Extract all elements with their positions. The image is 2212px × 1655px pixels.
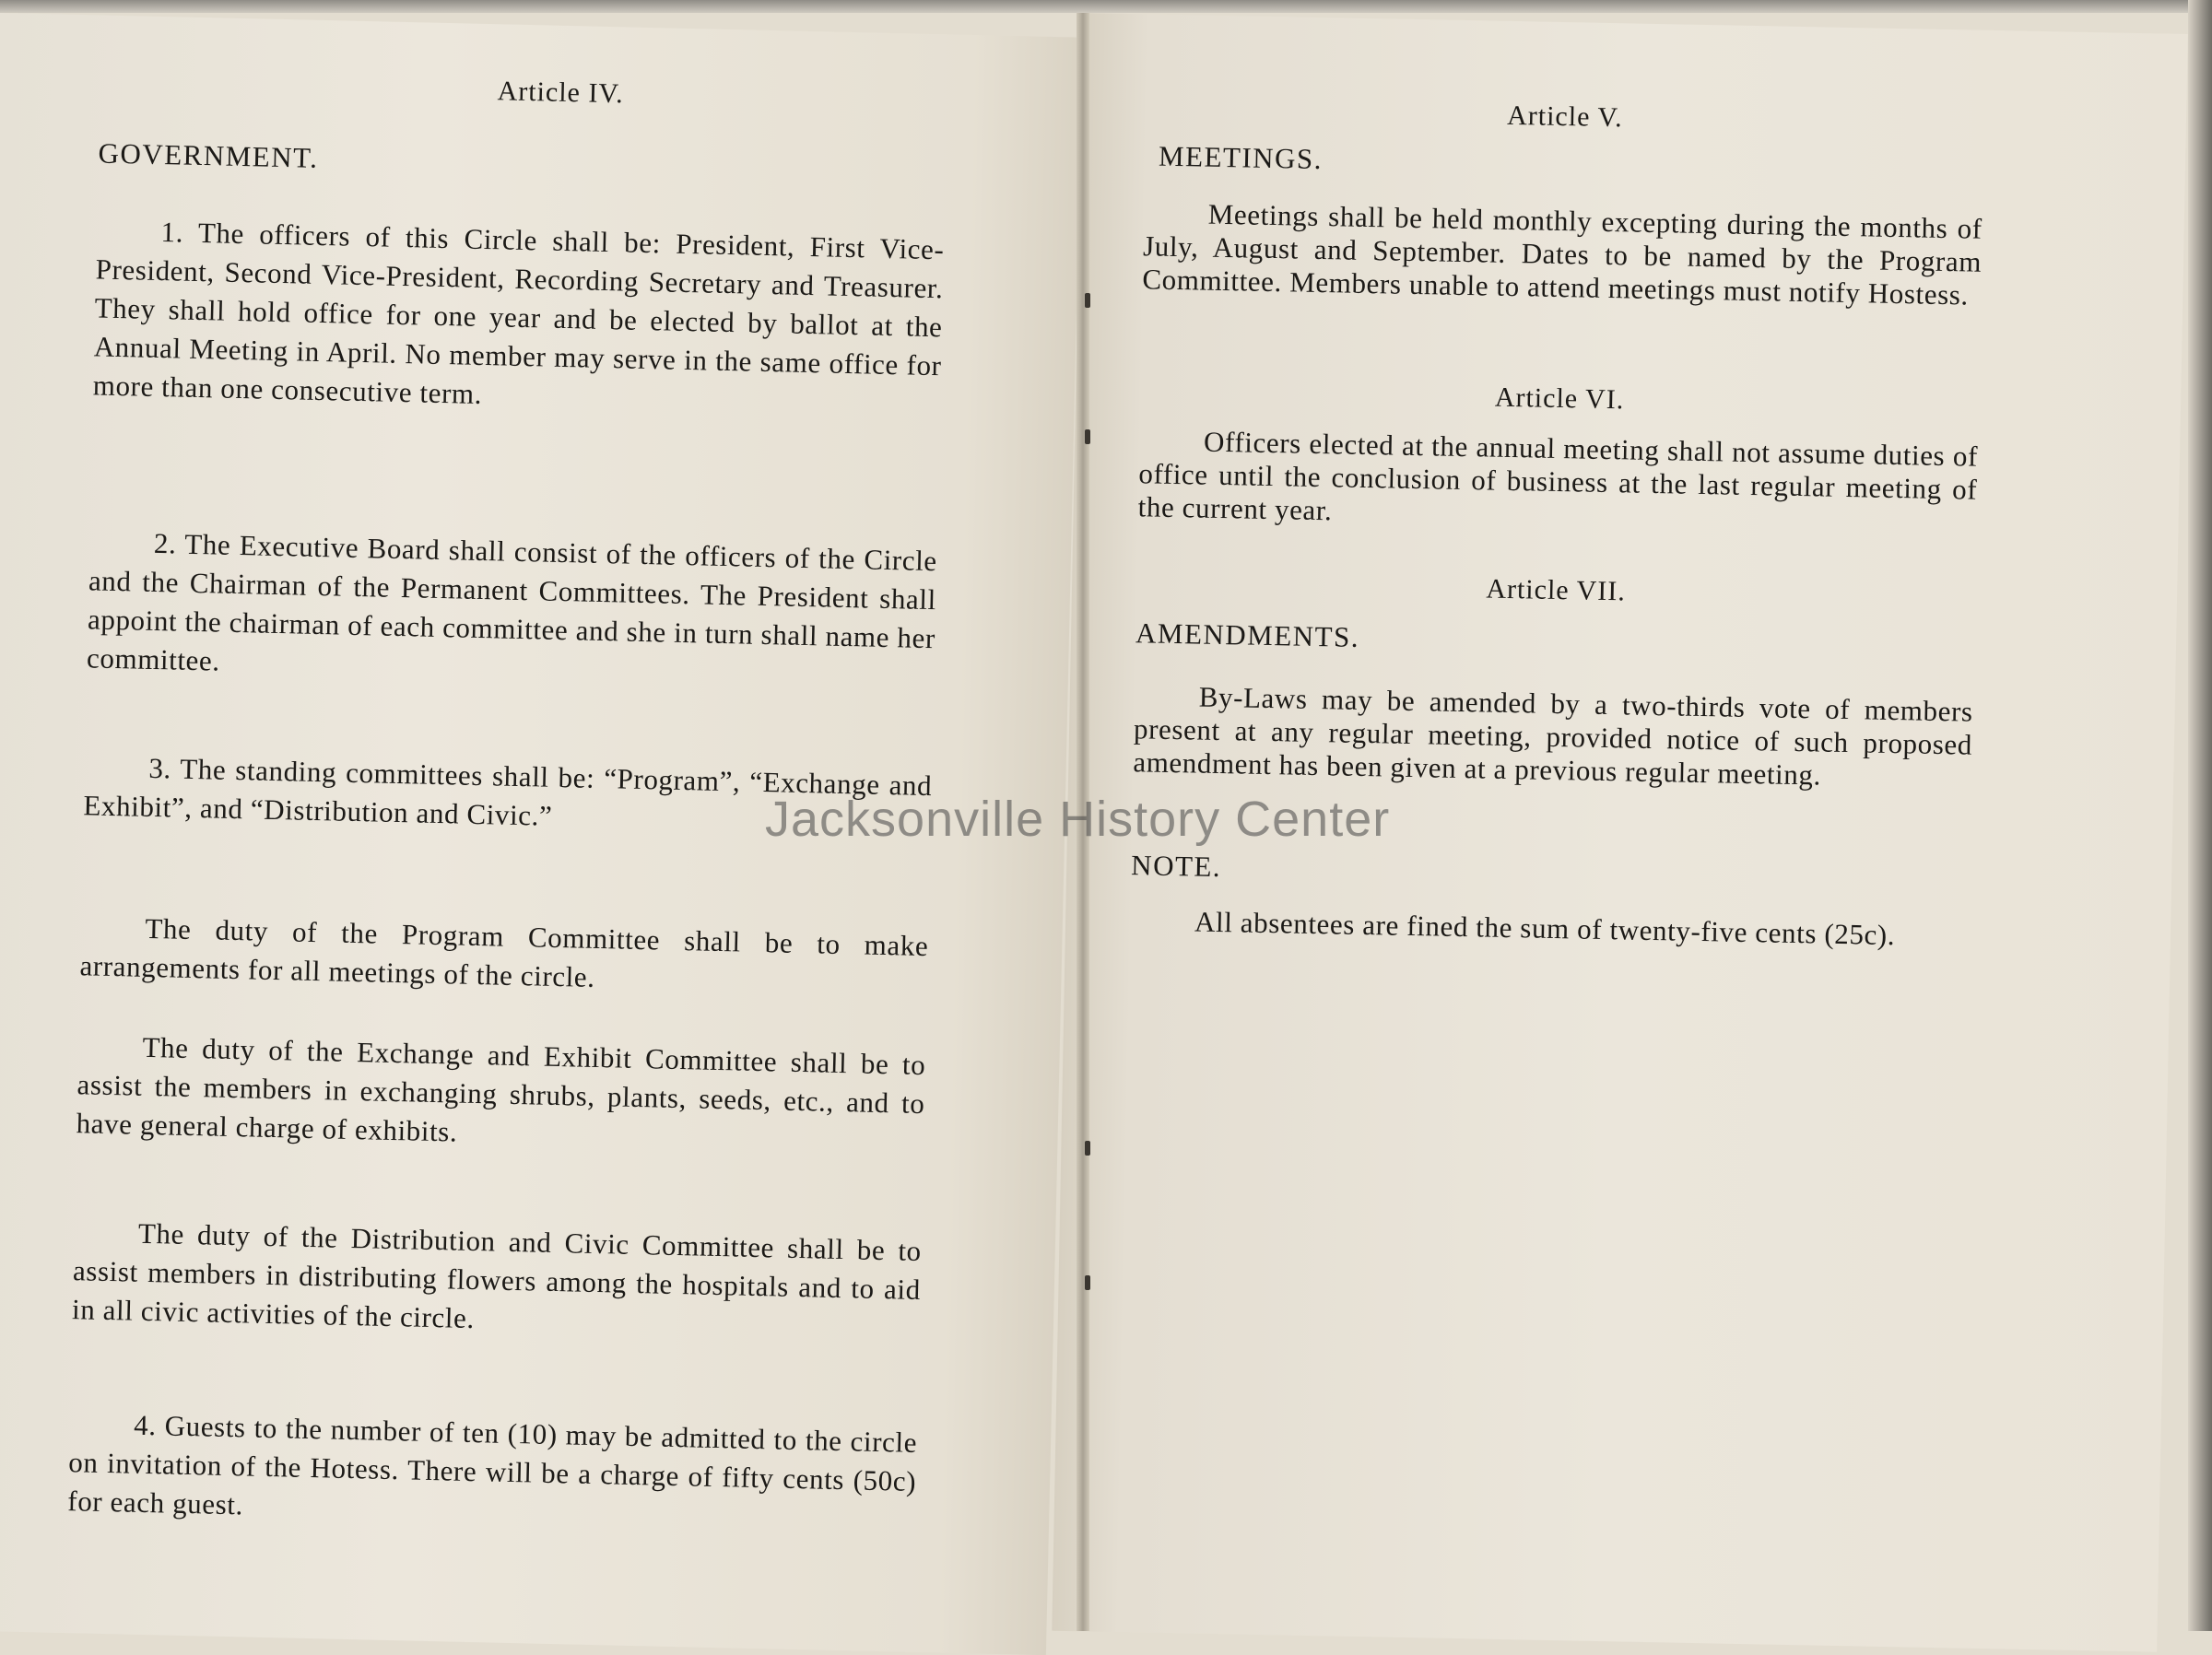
article-vi-heading: Article VI.: [1494, 381, 1625, 416]
article-vi-paragraph-block: [1137, 424, 1978, 539]
government-title: GOVERNMENT.: [98, 136, 319, 174]
article-v-block: [1146, 93, 1984, 140]
paragraph-1: [92, 211, 945, 424]
paragraph-6: [72, 1213, 923, 1348]
binding-staple: [1085, 1275, 1090, 1290]
article-vii-heading: Article VII.: [1486, 573, 1627, 607]
paragraph-5: [76, 1027, 926, 1162]
note-title: NOTE.: [1130, 849, 1222, 884]
article-iv-block: [100, 66, 948, 117]
amendments-block: [1135, 616, 1975, 665]
meetings-title: MEETINGS.: [1158, 139, 1324, 176]
executive-board-paragraph: 2. The Executive Board shall consist of the officers of the Circle and the Chairman of the Permanent Committees. The President shall appoint the chairman of each committee and she in turn shall name her committee.: [86, 526, 938, 677]
paragraph-4: [79, 908, 929, 1004]
binding-staple: [1085, 293, 1090, 308]
scanner-edge-top: [0, 0, 2212, 13]
program-committee-paragraph: The duty of the Program Committee shall be to make arrangements for all meetings of the circle.: [79, 911, 929, 993]
scanner-edge-right: [2188, 0, 2212, 1631]
paragraph-7: [67, 1404, 918, 1540]
note-paragraph-block: [1130, 904, 1970, 953]
standing-committees-paragraph: 3. The standing committees shall be: “Program”, “Exchange and Exhibit”, and “Distribution and Civic.”: [83, 751, 933, 832]
amendments-title: AMENDMENTS.: [1135, 616, 1360, 653]
binding-staple: [1085, 429, 1090, 444]
paragraph-2: [87, 522, 938, 697]
note-paragraph: All absentees are fined the sum of twenty-five cents (25c).: [1194, 905, 1896, 952]
note-block: [1131, 849, 1971, 898]
officers-paragraph: 1. The officers of this Circle shall be: President, First Vice-President, Second Vice-President, Recording Secretary and Treasurer. They shall hold office for one year and be elected by ballot at the Annual Meeting in April. No member may serve in the same office for more than one consecutive term.: [92, 216, 945, 410]
amendments-paragraph: By-Laws may be amended by a two-thirds vote of members present at any regular meeting, provided notice of such proposed amendment has been given at a previous regular meeting.: [1133, 680, 1973, 792]
amendments-paragraph-block: [1133, 679, 1973, 794]
distribution-committee-paragraph: The duty of the Distribution and Civic Committee shall be to assist members in distributing flowers among the hospitals and to aid in all civic activities of the circle.: [71, 1216, 923, 1335]
article-vii-block: [1136, 567, 1975, 614]
meetings-paragraph-block: [1142, 196, 1983, 311]
government-block: [98, 136, 947, 189]
exchange-committee-paragraph: The duty of the Exchange and Exhibit Committee shall be to assist the members in exchanging shrubs, plants, seeds, etc., and to have general charge of exhibits.: [76, 1030, 926, 1148]
article-v-heading: Article V.: [1506, 100, 1624, 134]
binding-staple: [1085, 1141, 1090, 1156]
article-vi-block: [1140, 375, 1979, 422]
guests-paragraph: 4. Guests to the number of ten (10) may be admitted to the circle on invitation of the Hotess. There will be a charge of fifty cents (50c) for each guest.: [66, 1408, 918, 1521]
article-iv-heading: Article IV.: [497, 76, 625, 110]
meetings-paragraph: Meetings shall be held monthly excepting during the months of July, August and September. Dates to be named by the Program Committee. Members unable to attend meetings must notify Hostess.: [1142, 197, 1983, 311]
article-vi-paragraph: Officers elected at the annual meeting shall not assume duties of office until the conclusion of business at the last regular meeting of the current year.: [1137, 425, 1979, 527]
archive-watermark: Jacksonville History Center: [765, 792, 1391, 847]
meetings-block: [1159, 140, 1998, 189]
